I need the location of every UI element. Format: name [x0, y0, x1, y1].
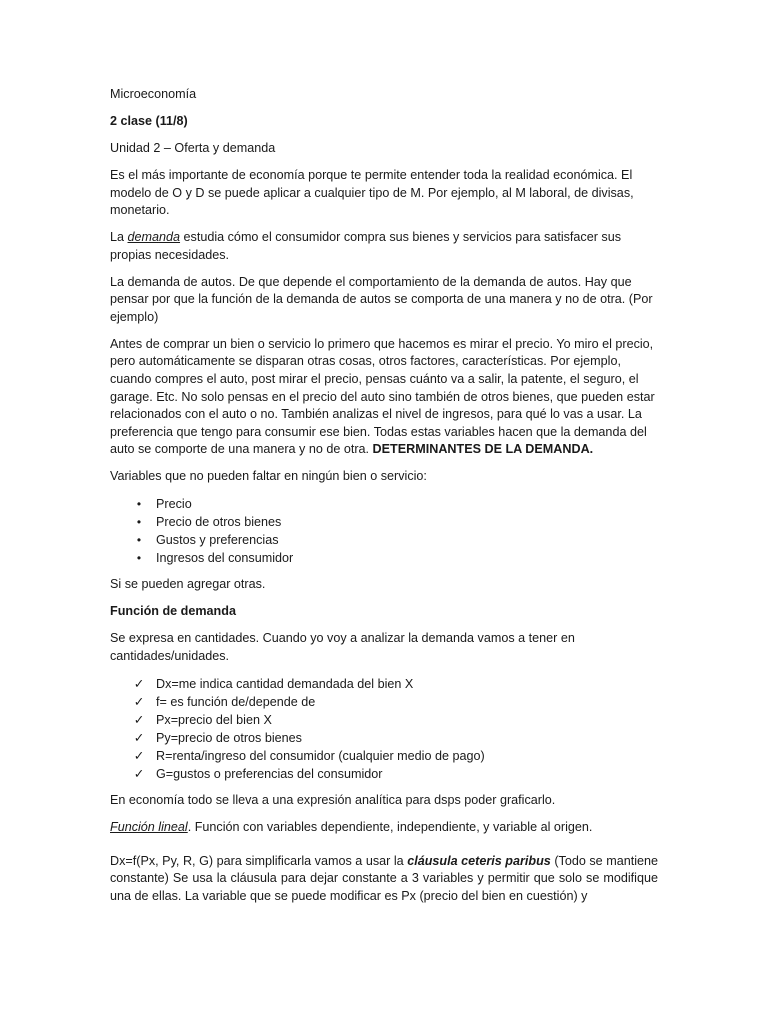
term-funcion-lineal: Función lineal	[110, 819, 188, 834]
paragraph-quantities: Se expresa en cantidades. Cuando yo voy a analizar la demanda vamos a tener en cantidades/unidades.	[110, 631, 575, 663]
bullet-icon: •	[136, 515, 142, 530]
list-item-text: Precio	[156, 497, 192, 512]
list-item	[110, 729, 658, 747]
text-run: (Todo se mantiene constante) Se usa la cláusula para dejar constante a 3 variables y permitir que solo se modifique una de ellas. La variable que se puede modificar es Px (precio del bien en cuestión) y	[110, 853, 659, 903]
list-item-text: Dx=me indica cantidad demandada del bien X	[156, 676, 414, 691]
checkmark-list	[110, 675, 658, 783]
list-item-text: Gustos y preferencias	[156, 533, 279, 548]
paragraph-variables: Variables que no pueden faltar en ningún bien o servicio:	[110, 469, 427, 484]
checkmark-icon: ✓	[133, 712, 145, 727]
checkmark-icon: ✓	[133, 694, 145, 709]
list-item-text: Py=precio de otros bienes	[156, 730, 302, 745]
paragraph-ceteris-paribus	[110, 853, 658, 906]
unit-heading: Unidad 2 – Oferta y demanda	[110, 140, 276, 155]
paragraph-intro: Es el más importante de economía porque te permite entender toda la realidad económica. El modelo de O y D se puede aplicar a cualquier tipo de M. Por ejemplo, al M laboral, de divisas, monetario.	[110, 167, 634, 218]
paragraph-others: Si se pueden agregar otras.	[110, 577, 266, 592]
paragraph-analytic: En economía todo se lleva a una expresión analítica para dsps poder graficarlo.	[110, 792, 556, 807]
text-run: estudia cómo el consumidor compra sus bienes y servicios para satisfacer sus propias necesidades.	[110, 230, 622, 262]
bullet-icon: •	[136, 551, 142, 566]
checkmark-icon: ✓	[133, 730, 145, 745]
bullet-list	[110, 495, 658, 567]
text-run: Dx=f(Px, Py, R, G) para simplificarla vamos a usar la	[110, 853, 408, 868]
bullet-icon: •	[136, 497, 142, 512]
list-item	[110, 693, 658, 711]
list-item-text: Px=precio del bien X	[156, 712, 272, 727]
determinants-label: DETERMINANTES DE LA DEMANDA.	[372, 442, 594, 457]
bullet-icon: •	[136, 533, 142, 548]
checkmark-icon: ✓	[133, 748, 145, 763]
list-item	[110, 549, 658, 567]
list-item	[110, 531, 658, 549]
document-body	[110, 86, 658, 915]
list-item-text: Ingresos del consumidor	[156, 551, 294, 566]
list-item	[110, 675, 658, 693]
term-demanda: demanda	[127, 230, 181, 245]
list-item-text: G=gustos o preferencias del consumidor	[156, 766, 383, 781]
list-item-text: R=renta/ingreso del consumidor (cualquier medio de pago)	[156, 748, 485, 763]
term-ceteris-paribus: cláusula ceteris paribus	[407, 853, 551, 868]
class-heading: 2 clase (11/8)	[110, 113, 188, 128]
text-run: . Función con variables dependiente, independiente, y variable al origen.	[187, 819, 593, 834]
document-title: Microeconomía	[110, 87, 197, 101]
list-item-text: Precio de otros bienes	[156, 515, 282, 530]
list-item	[110, 747, 658, 765]
paragraph-linear-function	[110, 819, 658, 837]
list-item	[110, 711, 658, 729]
paragraph-car-demand: La demanda de autos. De que depende el comportamiento de la demanda de autos. Hay que pensar por que la función de la demanda de autos se comporta de una manera y no de otra. (Por ejemplo)	[110, 274, 653, 324]
list-item-text: f= es función de/depende de	[156, 694, 316, 709]
list-item	[110, 495, 658, 513]
text-run: La	[110, 230, 128, 245]
text-run: Antes de comprar un bien o servicio lo primero que hacemos es mirar el precio. Yo miro el precio, pero automáticamente se disparan otras cosas, otros factores, características. Por ejemplo, cuando compres el auto, post mirar el precio, pensas cuánto va a salir, la patente, el seguro, el garage. Etc. No solo pensas en el precio del auto sino también de otros bienes, que pueden estar relacionados con el auto o no. También analizas el nivel de ingresos, para qué lo vas a usar. La preferencia que tengo para consumir ese bien. Todas estas variables hacen que la demanda del auto se comporte de una manera y no de otra.	[110, 336, 655, 457]
paragraph-demand-definition	[110, 229, 658, 264]
list-item	[110, 513, 658, 531]
list-item	[110, 765, 658, 783]
checkmark-icon: ✓	[133, 766, 145, 781]
section-heading: Función de demanda	[110, 604, 236, 619]
checkmark-icon: ✓	[133, 676, 145, 691]
paragraph-determinants	[110, 336, 658, 459]
